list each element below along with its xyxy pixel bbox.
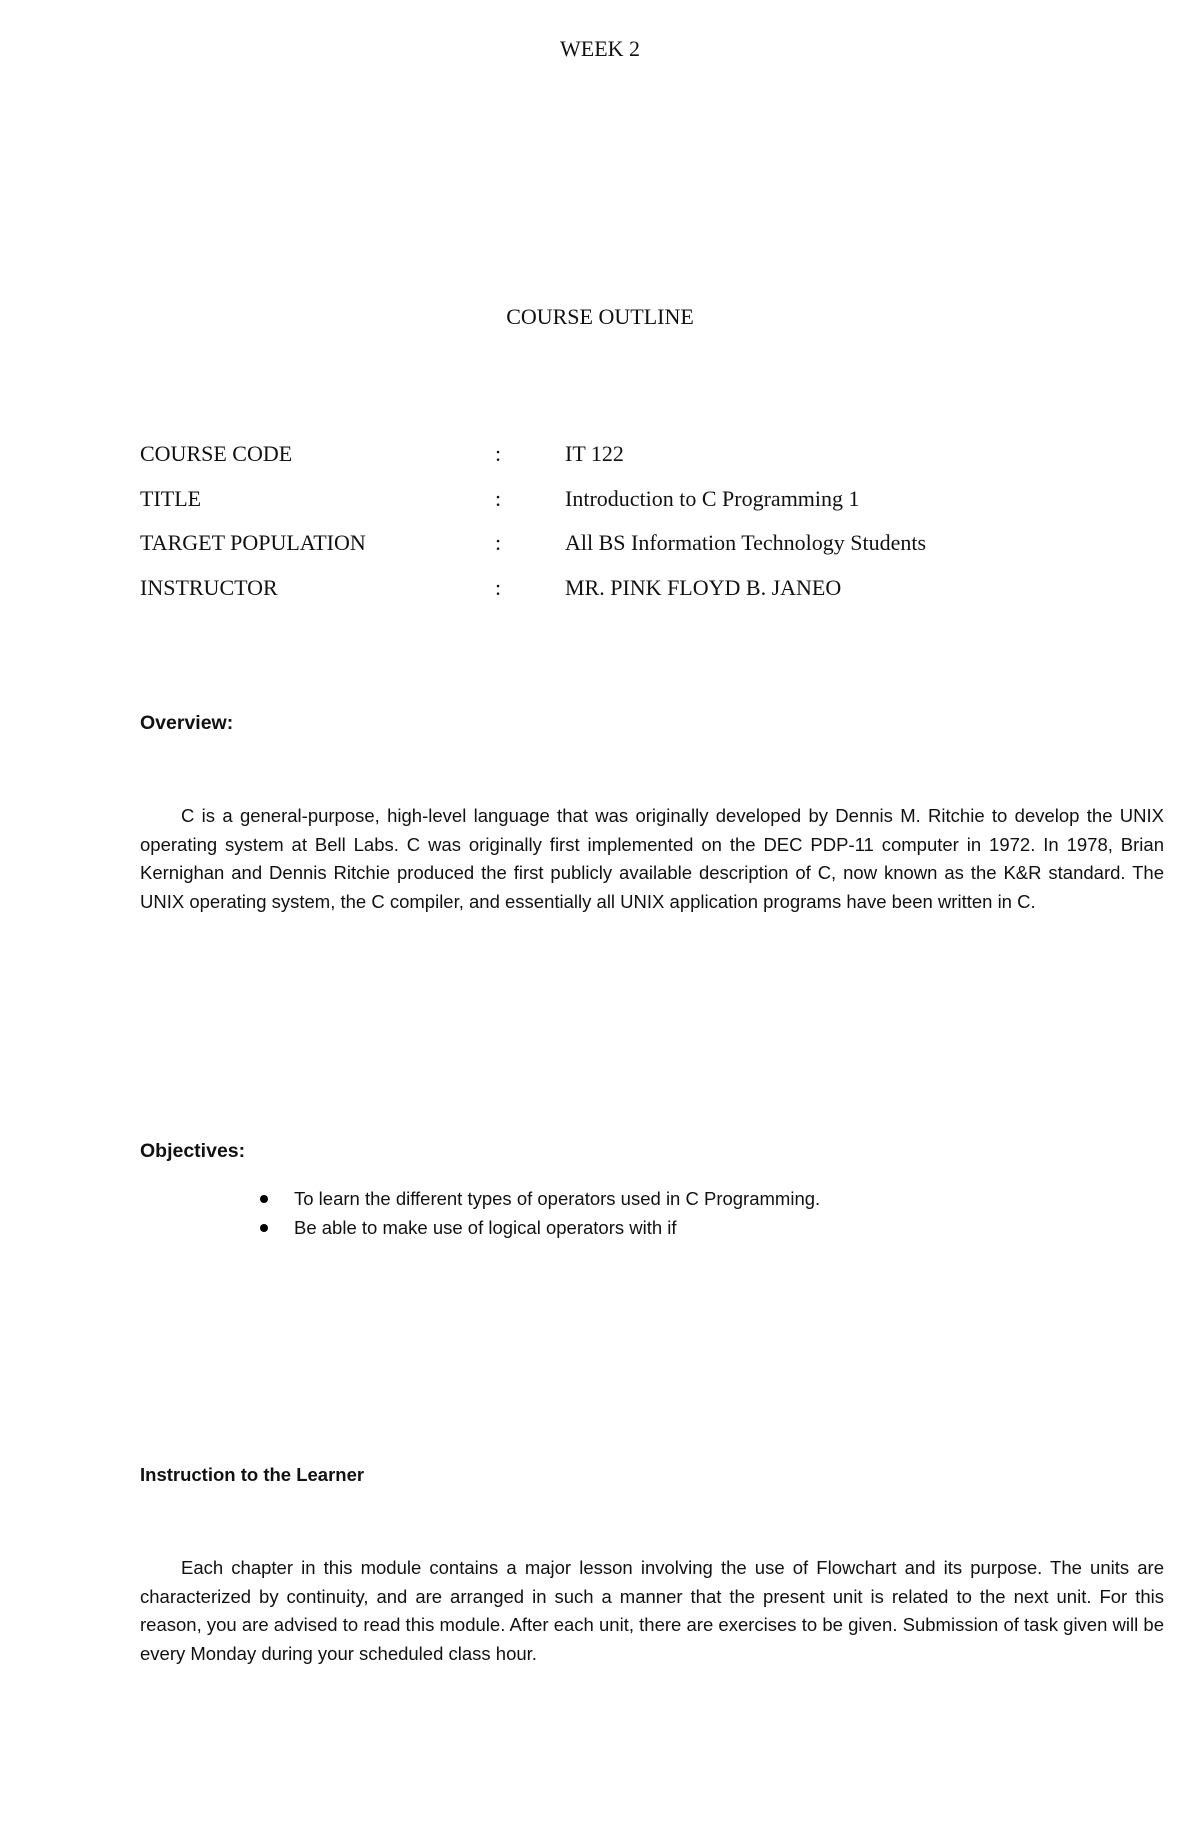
overview-paragraph: C is a general-purpose, high-level language that was originally developed by Dennis M. Ritchie to develop the UNIX operating system at Bell Labs. C was originally first implemented on the DEC PDP-11 computer in 1972. In 1978, Brian Kernighan and Dennis Ritchie produced the first publicly available description of C, now known as the K&R standard. The UNIX operating system, the C compiler, and essentially all UNIX application programs have been written in C.: [140, 805, 1164, 912]
target-population-colon: :: [495, 530, 502, 555]
course-code-label: COURSE CODE: [140, 441, 293, 466]
objectives-heading: Objectives:: [140, 1140, 246, 1162]
instructor-colon: :: [495, 575, 502, 600]
course-outline-title: COURSE OUTLINE: [506, 304, 694, 329]
objective-text: Be able to make use of logical operators with if: [294, 1217, 677, 1238]
title-row: [140, 486, 1100, 516]
target-population-value: All BS Information Technology Students: [565, 530, 927, 555]
title-colon: :: [495, 486, 502, 511]
course-code-value: IT 122: [565, 441, 624, 466]
list-item: [260, 1213, 820, 1242]
title-value: Introduction to C Programming 1: [565, 486, 860, 511]
objective-text: To learn the different types of operators used in C Programming.: [294, 1188, 821, 1209]
week-label: WEEK 2: [559, 36, 641, 61]
course-code-colon: :: [495, 441, 502, 466]
overview-heading: Overview:: [140, 712, 234, 734]
title-label: TITLE: [140, 486, 202, 511]
instructor-label: INSTRUCTOR: [140, 575, 278, 600]
instructor-row: [140, 575, 1100, 605]
course-code-row: [140, 441, 1100, 471]
instruction-heading: Instruction to the Learner: [140, 1464, 365, 1485]
list-item: [260, 1184, 820, 1213]
objectives-list: [260, 1184, 820, 1242]
target-population-label: TARGET POPULATION: [140, 530, 366, 555]
instructor-value: MR. PINK FLOYD B. JANEO: [565, 575, 842, 600]
instruction-paragraph: Each chapter in this module contains a major lesson involving the use of Flowchart and its purpose. The units are characterized by continuity, and are arranged in such a manner that the present unit is related to the next unit. For this reason, you are advised to read this module. After each unit, there are exercises to be given. Submission of task given will be every Monday during your scheduled class hour.: [140, 1557, 1164, 1664]
bullet-icon: [260, 1195, 268, 1203]
target-population-row: [140, 530, 1100, 560]
bullet-icon: [260, 1224, 268, 1232]
